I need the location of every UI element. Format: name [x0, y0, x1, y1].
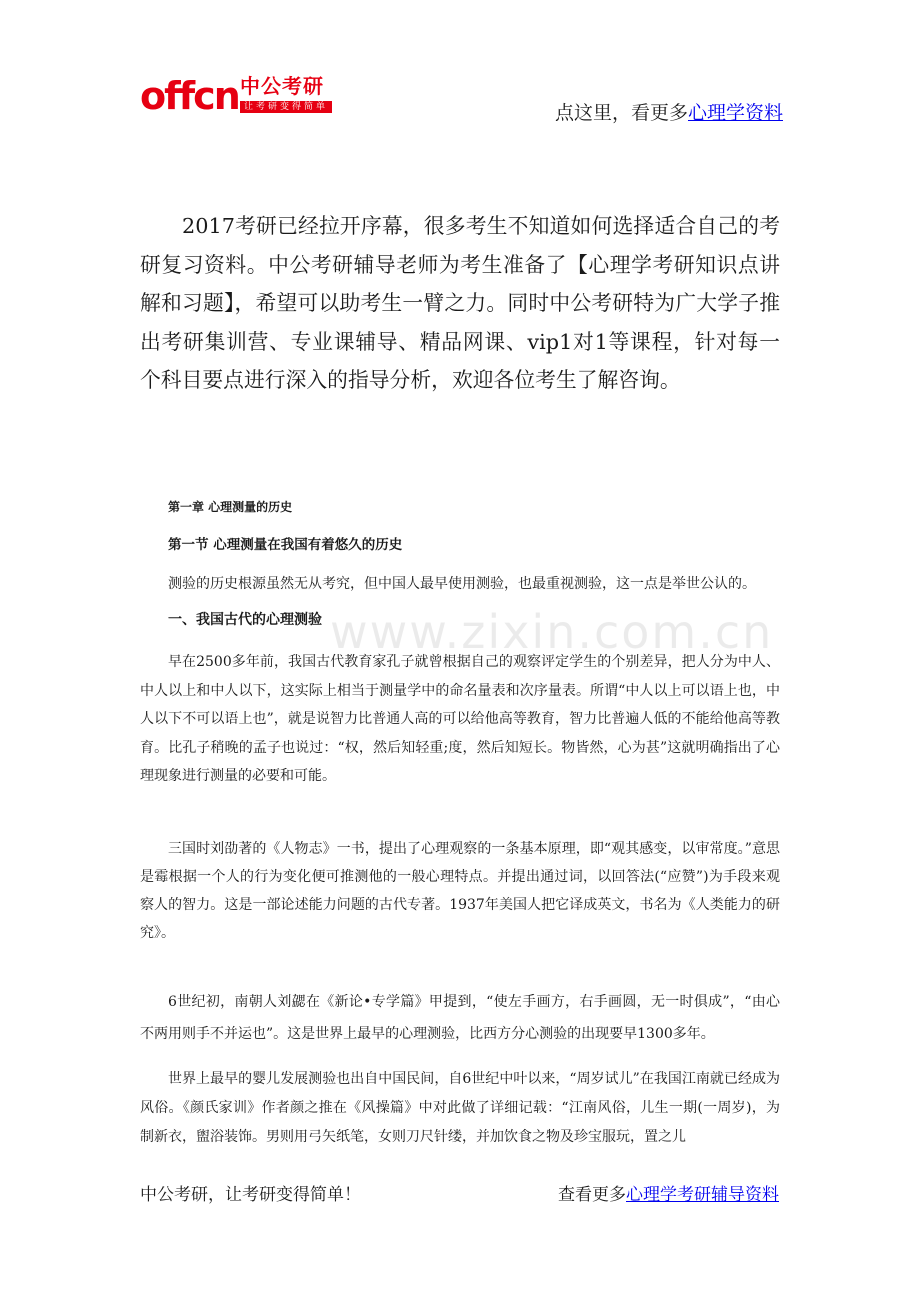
footer-promo — [558, 1183, 779, 1207]
watermark: www.zixin.com.cn — [330, 605, 774, 659]
intro-paragraph: 2017考研已经拉开序幕，很多考生不知道如何选择适合自己的考研复习资料。中公考研辅导老师为考生准备了【心理学考研知识点讲解和习题】，希望可以助考生一臂之力。同时中公考研特为广大学子推出考研集训营、专业课辅导、精品网课、vip1对1等课程，针对每一个科目要点进行深入的指导分析，欢迎各位考生了解咨询。 — [140, 214, 780, 393]
logo-wordmark: offcn — [140, 74, 239, 118]
subheading: 一、我国古代的心理测验 — [168, 612, 322, 628]
body-paragraph-3: 三国时刘劭著的《人物志》一书，提出了心理观察的一条基本原理，即“观其感变，以审常度。”意思是霉根据一个人的行为变化便可推测他的一般心理特点。并提出通过词，以回答法(“应赞”)为手段来观察人的智力。这是一部论述能力问题的古代专著。1937年美国人把它译成英文，书名为《人类能力的研究》。 — [140, 841, 780, 941]
offcn-logo[interactable] — [140, 70, 340, 120]
header-promo-prefix: 点这里，看更多 — [554, 102, 688, 124]
psychology-tutoring-materials-link[interactable]: 心理学考研辅导资料 — [626, 1185, 779, 1205]
chapter-heading: 第一章 心理测量的历史 — [168, 500, 293, 514]
psychology-materials-link[interactable]: 心理学资料 — [687, 102, 783, 124]
section-heading: 第一节 心理测量在我国有着悠久的历史 — [168, 537, 403, 553]
logo-chinese-name: 中公考研 — [240, 74, 324, 98]
body-paragraph-4: 6世纪初，南朝人刘勰在《新论•专学篇》甲提到，“使左手画方，右手画圆，无一时俱成”，“由心不两用则手不并运也”。这是世界上最早的心理测验，比西方分心测验的出现要早1300多年。 — [140, 994, 780, 1042]
logo-slogan: 让考研变得简单 — [240, 101, 332, 113]
body-paragraph-5: 世界上最早的婴儿发展测验也出自中国民间，自6世纪中叶以来，“周岁试儿”在我国江南就已经成为风俗。《颜氏家训》作者颜之推在《风操篇》中对此做了详细记载：“江南风俗，儿生一期(一周岁)，为制新衣，盥浴装饰。男则用弓矢纸笔，女则刀尺针缕，并加饮食之物及珍宝服玩，置之儿 — [140, 1071, 780, 1145]
footer-promo-prefix: 查看更多 — [558, 1185, 626, 1205]
body-paragraph-2: 早在2500多年前，我国古代教育家孔子就曾根据自己的观察评定学生的个别差异，把人分为中人、中人以上和中人以下，这实际上相当于测量学中的命名量表和次序量表。所谓“中人以上可以语上也，中人以下不可以语上也”，就是说智力比普通人高的可以给他高等教育，智力比普遍人低的不能给他高等教育。比孔子稍晚的孟子也说过：“权，然后知轻重;度，然后知短长。物皆然，心为甚”这就明确指出了心理现象进行测量的必要和可能。 — [140, 654, 780, 784]
footer-slogan: 中公考研，让考研变得简单！ — [140, 1185, 361, 1205]
header-promo — [555, 100, 783, 126]
body-paragraph-1: 测验的历史根源虽然无从考究，但中国人最早使用测验，也最重视测验，这一点是举世公认的。 — [168, 576, 756, 592]
